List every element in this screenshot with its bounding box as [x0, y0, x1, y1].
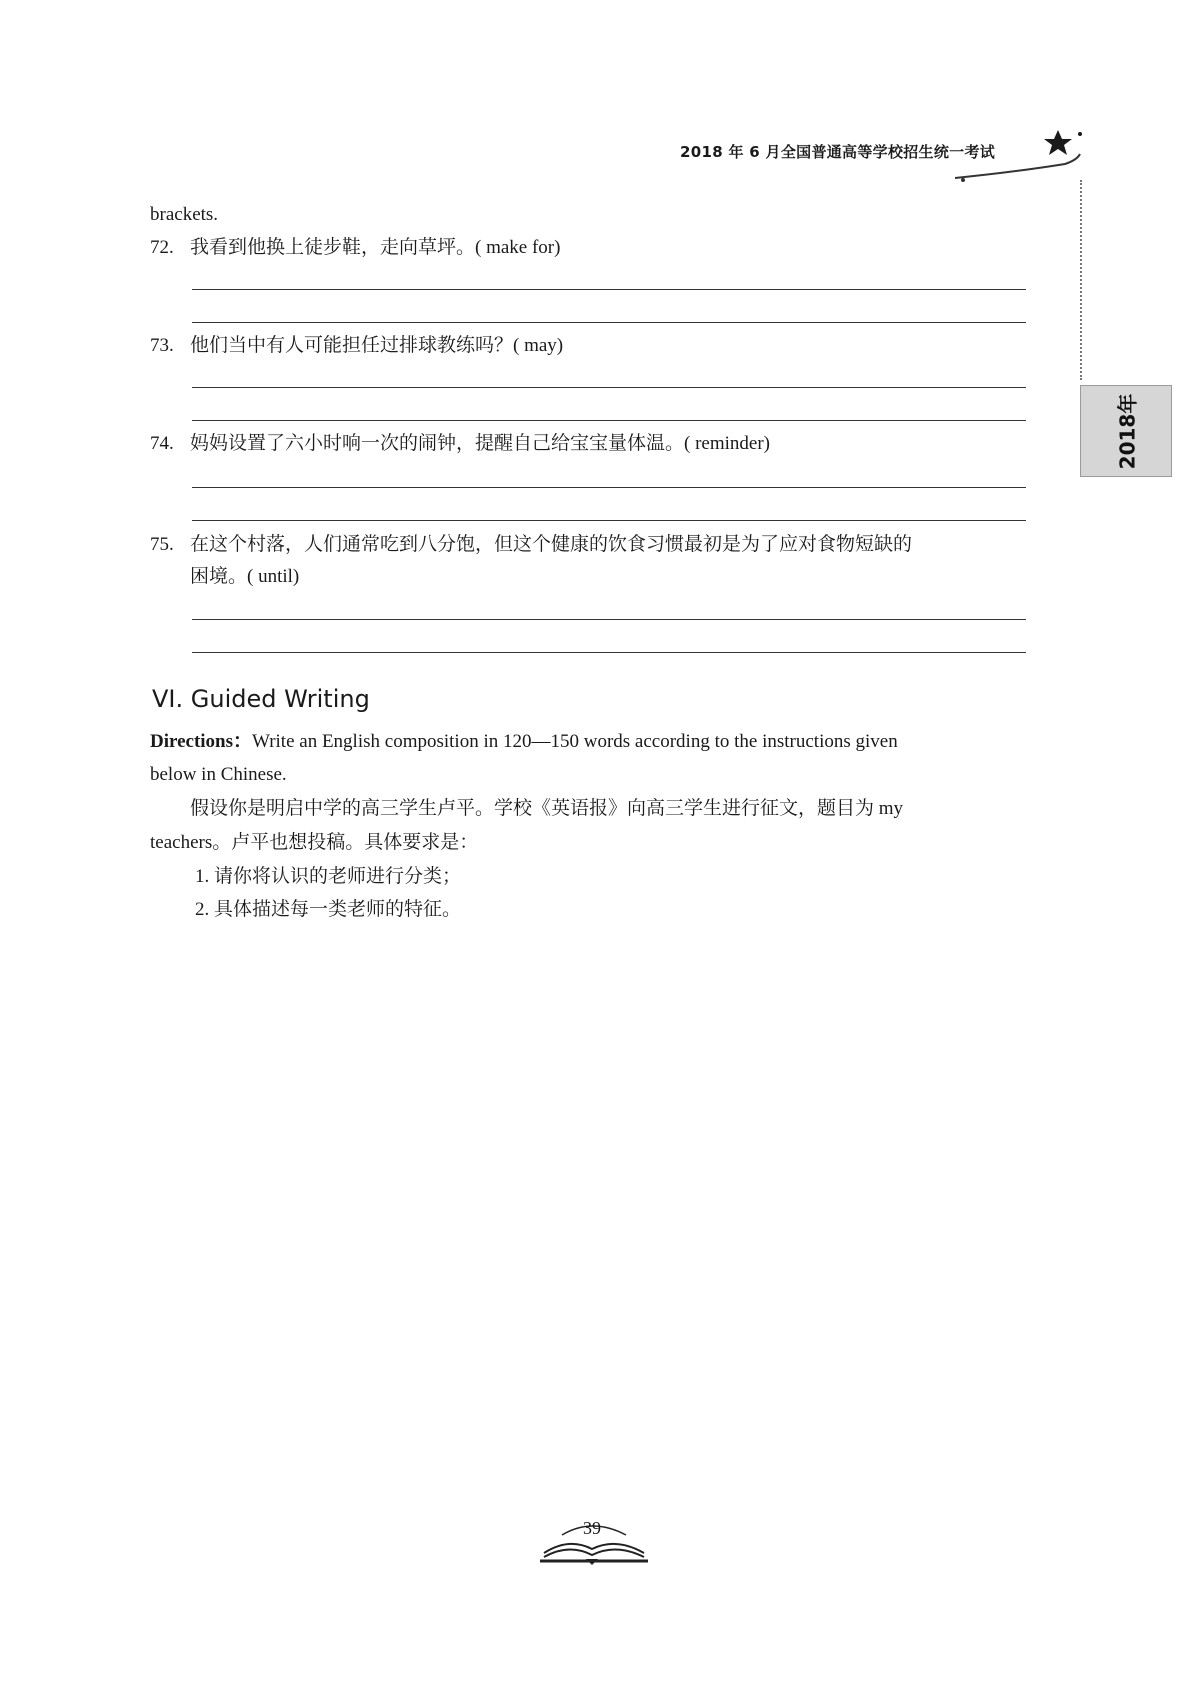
answer-line[interactable]	[192, 387, 1026, 388]
question-number: 73.	[150, 335, 174, 356]
margin-dotted-rule	[1080, 180, 1082, 380]
answer-line[interactable]	[192, 420, 1026, 421]
page-number: 39	[583, 1518, 601, 1538]
directions	[150, 731, 898, 754]
header-title: 2018 年 6 月全国普通高等学校招生统一考试	[680, 143, 996, 161]
answer-line[interactable]	[192, 487, 1026, 488]
requirement-item: 1. 请你将认识的老师进行分类；	[195, 866, 462, 887]
question-74	[150, 433, 770, 456]
continuation-text: brackets.	[150, 204, 219, 225]
question-number: 75.	[150, 534, 174, 555]
question-text: 他们当中有人可能担任过排球教练吗？( may)	[190, 335, 564, 356]
question-text: 妈妈设置了六小时响一次的闹钟，提醒自己给宝宝量体温。( reminder)	[190, 433, 770, 454]
answer-line[interactable]	[192, 619, 1026, 620]
requirement-item: 2. 具体描述每一类老师的特征。	[195, 899, 462, 920]
question-75	[150, 534, 912, 557]
header-swoosh	[955, 150, 1085, 190]
year-side-tab-label: 2018年	[1115, 393, 1140, 469]
answer-line[interactable]	[192, 520, 1026, 521]
directions-text: Write an English composition in 120—150 words according to the instructions given	[252, 731, 898, 752]
directions-label: Directions：	[150, 731, 253, 752]
question-72	[150, 237, 560, 260]
question-number: 72.	[150, 237, 174, 258]
answer-line[interactable]	[192, 652, 1026, 653]
section-title: VI. Guided Writing	[152, 685, 370, 713]
year-side-tab	[1080, 385, 1172, 477]
question-text: 在这个村落，人们通常吃到八分饱，但这个健康的饮食习惯最初是为了应对食物短缺的	[190, 534, 913, 555]
question-73	[150, 335, 563, 358]
answer-line[interactable]	[192, 289, 1026, 290]
answer-line[interactable]	[192, 322, 1026, 323]
question-number: 74.	[150, 433, 174, 454]
question-75-continued: 困境。( until)	[190, 566, 300, 587]
prompt-text: 假设你是明启中学的高三学生卢平。学校《英语报》向高三学生进行征文，题目为 my	[190, 798, 904, 819]
question-text: 我看到他换上徒步鞋，走向草坪。( make for)	[190, 237, 561, 258]
prompt-text-continued: teachers。卢平也想投稿。具体要求是：	[150, 832, 479, 853]
directions-continued: below in Chinese.	[150, 764, 287, 785]
